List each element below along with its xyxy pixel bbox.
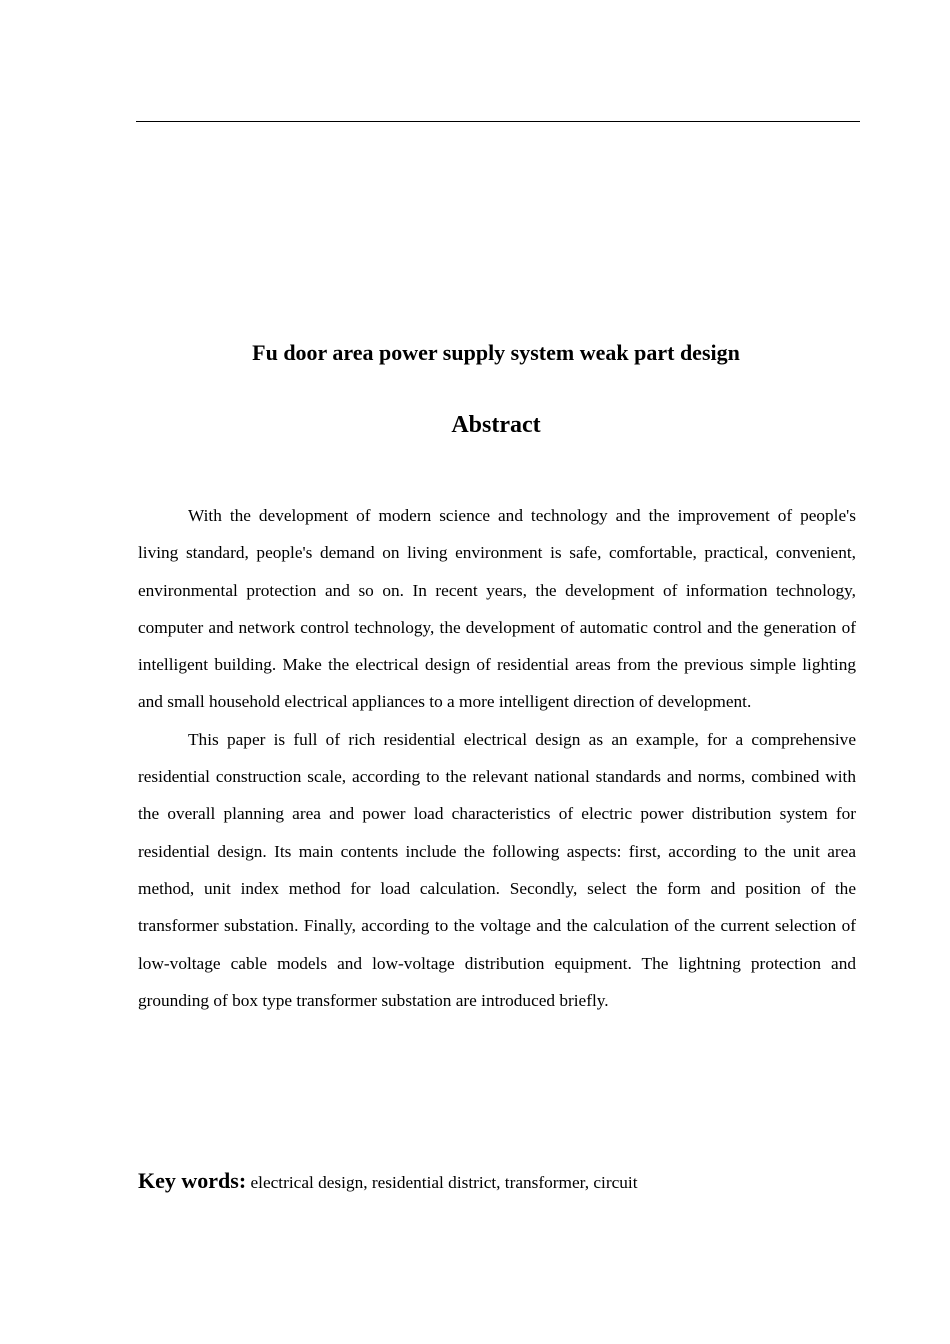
keywords-label: Key words: <box>138 1168 247 1193</box>
keywords-text: electrical design, residential district, transformer, circuit <box>250 1173 638 1192</box>
abstract-heading: Abstract <box>451 412 541 438</box>
paper-title: Fu door area power supply system weak part design <box>252 340 740 365</box>
abstract-paragraph-2: This paper is full of rich residential electrical design as an example, for a comprehensive residential construction scale, according to the relevant national standards and norms, combined with the overall planning area and power load characteristics of electric power distribution system for residential design. Its main contents include the following aspects: first, according to the unit area method, unit index method for load calculation. Secondly, select the form and position of the transformer substation. Finally, according to the voltage and the calculation of the current selection of low-voltage cable models and low-voltage distribution equipment. The lightning protection and grounding of box type transformer substation are introduced briefly. <box>138 729 856 1010</box>
abstract-body <box>138 497 856 1019</box>
abstract-paragraph-1: With the development of modern science and technology and the improvement of people's living standard, people's demand on living environment is safe, comfortable, practical, convenient, environmental protection and so on. In recent years, the development of information technology, computer and network control technology, the development of automatic control and the generation of intelligent building. Make the electrical design of residential areas from the previous simple lighting and small household electrical appliances to a more intelligent direction of development. <box>138 506 856 712</box>
keywords-line <box>138 1164 856 1200</box>
header-rule <box>136 121 860 122</box>
